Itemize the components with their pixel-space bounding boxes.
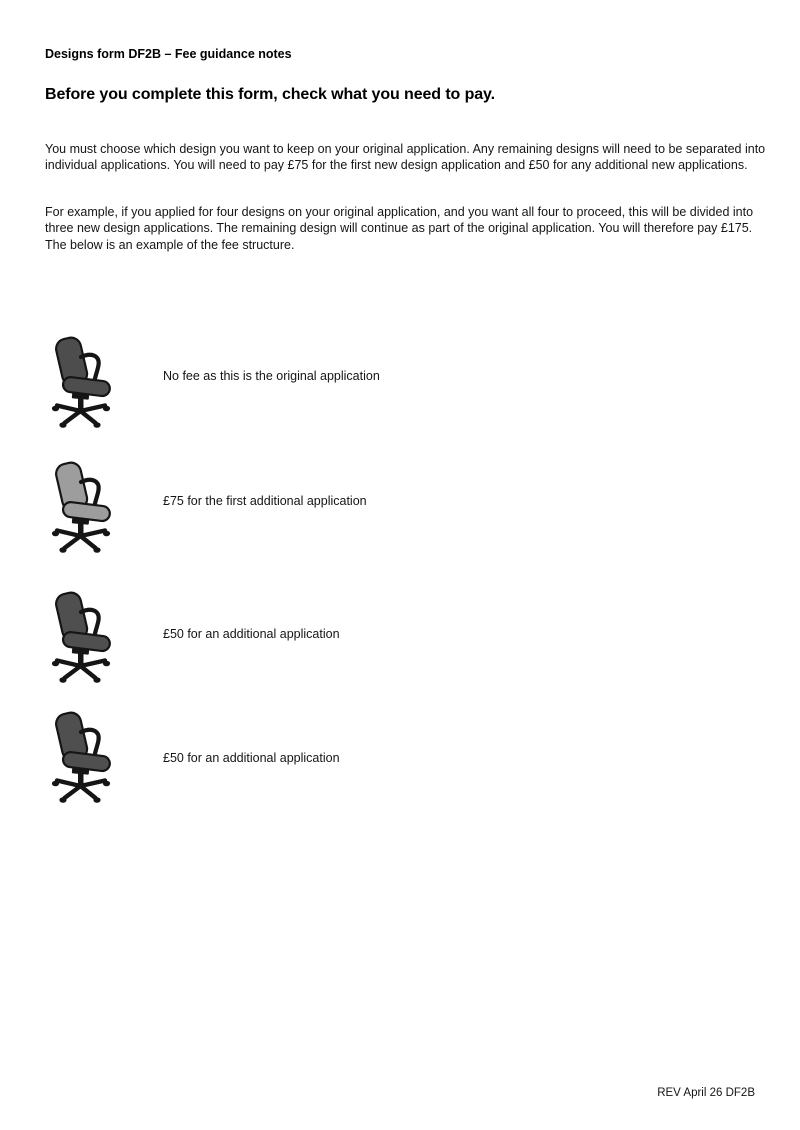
office-chair-icon	[50, 336, 112, 428]
section-heading: Before you complete this form, check what you need to pay.	[45, 86, 495, 103]
fee-example-row	[50, 711, 610, 803]
fee-label: £50 for an additional application	[163, 627, 340, 641]
paragraph-fee-example: For example, if you applied for four designs on your original application, and you want all four to proceed, this will be divided into three new design applications. The remaining design will continue as part of the original application. You will therefore pay £175. The below is an example of the fee structure.	[45, 204, 754, 253]
doc-title: Designs form DF2B – Fee guidance notes	[45, 47, 292, 61]
fee-example-row	[50, 591, 610, 683]
office-chair-icon	[50, 591, 112, 683]
fee-label: No fee as this is the original application	[163, 369, 380, 383]
fee-example-row	[50, 461, 610, 553]
fee-label: £50 for an additional application	[163, 751, 340, 765]
fee-label: £75 for the first additional application	[163, 494, 367, 508]
paragraph-fee-rules: You must choose which design you want to keep on your original application. Any remaining designs will need to be separated into individual applications. You will need to pay £75 for the first new design application and £50 for any additional new applications.	[45, 141, 766, 173]
fee-example-row	[50, 336, 610, 428]
footer-revision-note: REV April 26 DF2B	[657, 1087, 755, 1099]
office-chair-icon	[50, 711, 112, 803]
office-chair-icon	[50, 461, 112, 553]
